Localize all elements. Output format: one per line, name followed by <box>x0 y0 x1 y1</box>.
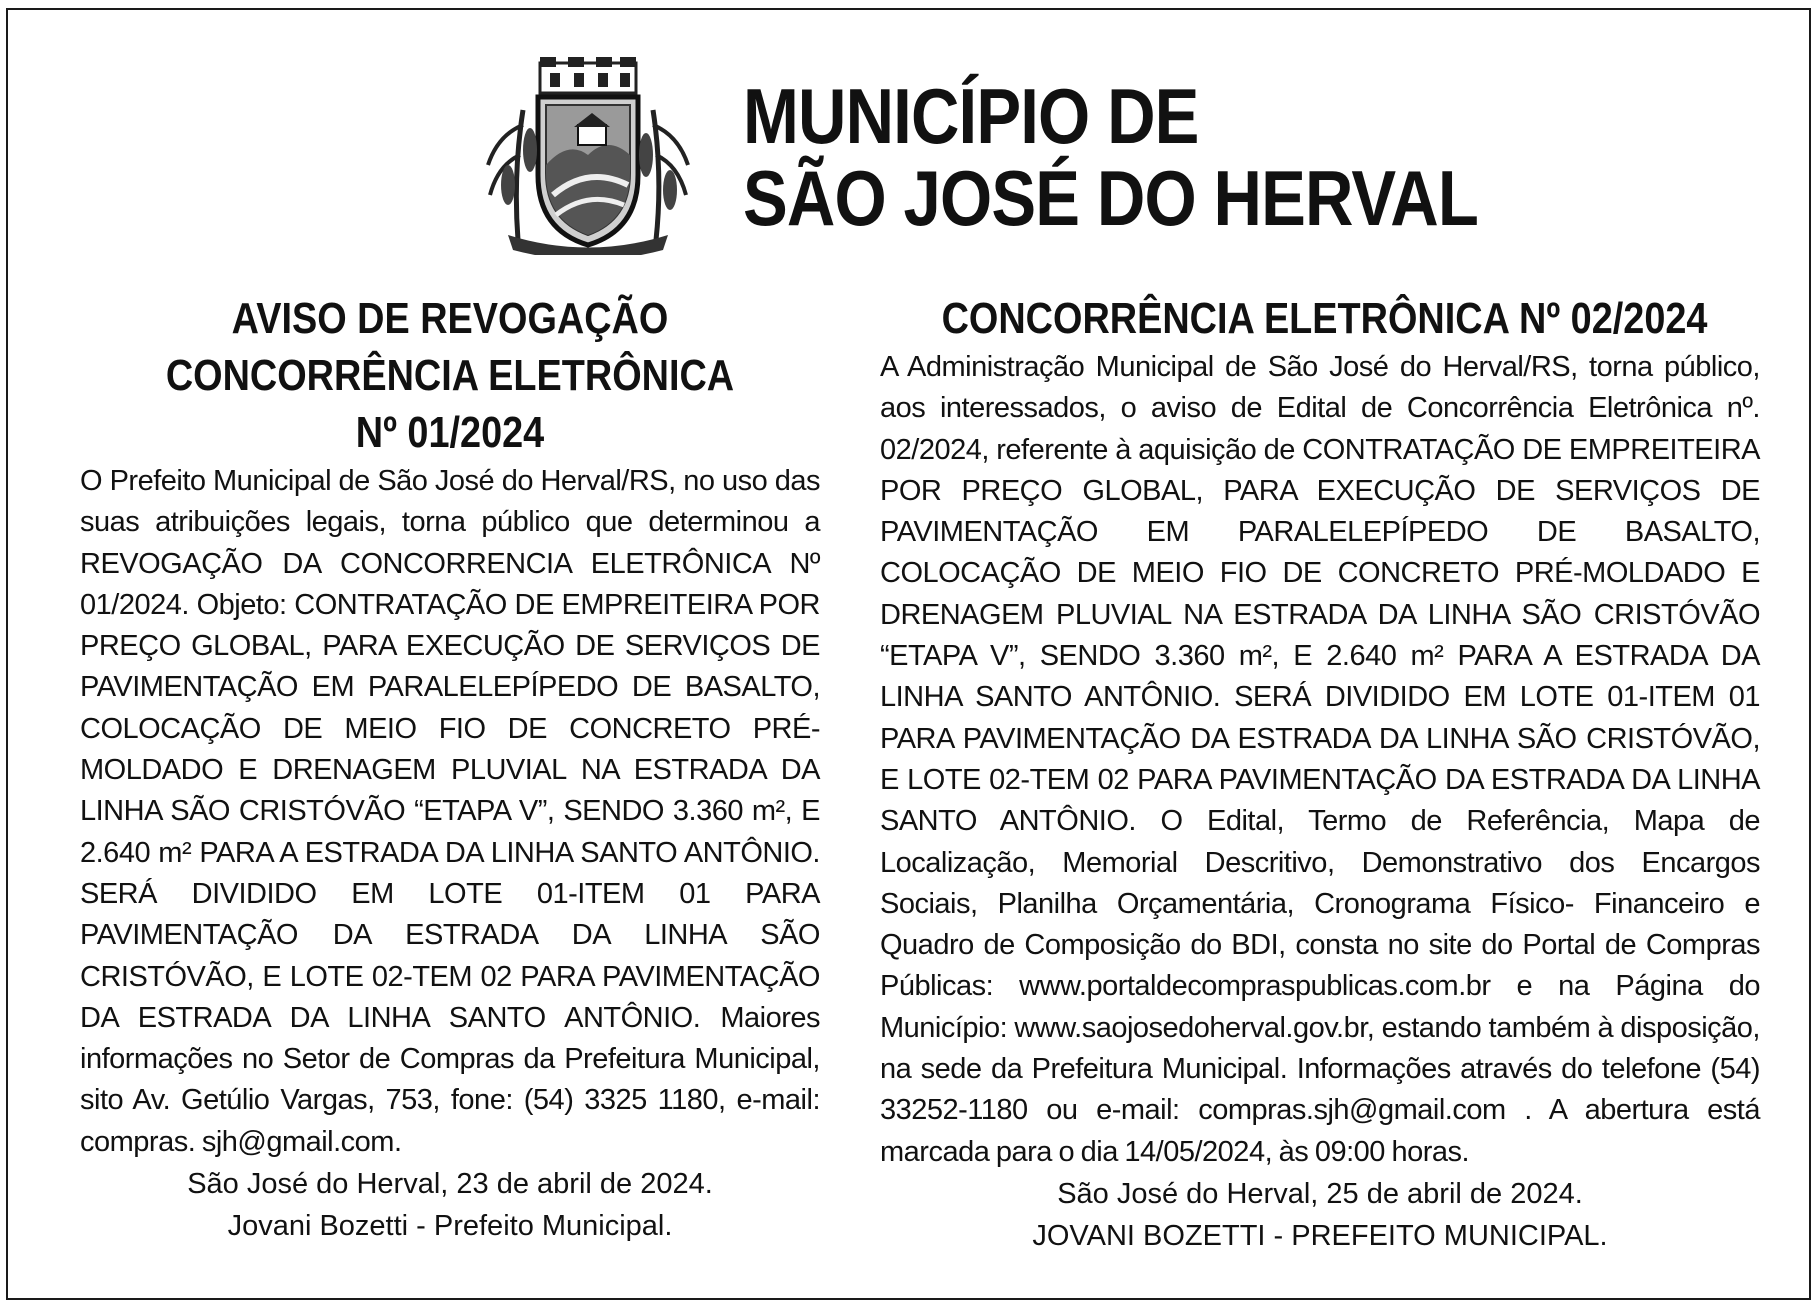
heading-line-3: Nº 01/2024 <box>355 408 545 457</box>
tender-heading: CONCORRÊNCIA ELETRÔNICA Nº 02/2024 <box>941 294 1708 343</box>
revocation-notice <box>80 290 820 1247</box>
revocation-body: O Prefeito Municipal de São José do Herval/RS, no uso das suas atribuições legais, torna público que determinou a REVOGAÇÃO DA CONCORRENCIA ELETRÔNICA Nº 01/2024. Objeto: CONTRATAÇÃO DE EMPREITEIRA POR PREÇO GLOBAL, PARA EXECUÇÃO DE SERVIÇOS DE PAVIMENTAÇÃO EM PARALELEPÍPEDO DE BASALTO, COLOCAÇÃO DE MEIO FIO DE CONCRETO PRÉ-MOLDADO E DRENAGEM PLUVIAL NA ESTRADA DA LINHA SÃO CRISTÓVÃO “ETAPA V”, SENDO 3.360 m², E 2.640 m² PARA A ESTRADA DA LINHA SANTO ANTÔNIO. SERÁ DIVIDIDO EM LOTE 01-ITEM 01 PARA PAVIMENTAÇÃO DA ESTRADA DA LINHA SÃO CRISTÓVÃO, E LOTE 02-TEM 02 PARA PAVIMENTAÇÃO DA ESTRADA DA LINHA SANTO ANTÔNIO. Maiores informações no Setor de Compras da Prefeitura Municipal, sito Av. Getúlio Vargas, 753, fone: (54) 3325 1180, e-mail: compras. sjh@gmail.com. <box>80 465 820 1158</box>
revocation-place-date: São José do Herval, 23 de abril de 2024. <box>187 1168 713 1201</box>
title-line-2: SÃO JOSÉ DO HERVAL <box>743 154 1478 242</box>
title-line-1: MUNICÍPIO DE <box>743 72 1199 160</box>
revocation-signature: Jovani Bozetti - Prefeito Municipal. <box>227 1210 673 1243</box>
tender-notice <box>880 290 1760 1257</box>
revocation-heading <box>132 290 768 461</box>
municipality-title <box>743 72 1478 242</box>
header <box>468 55 1478 255</box>
heading-line-2: CONCORRÊNCIA ELETRÔNICA <box>165 351 735 400</box>
heading-line-1: AVISO DE REVOGAÇÃO <box>231 294 669 343</box>
tender-place-date: São José do Herval, 25 de abril de 2024. <box>1057 1177 1583 1210</box>
tender-body: A Administração Municipal de São José do Herval/RS, torna público, aos interessados, o aviso de Edital de Concorrência Eletrônica nº. 02/2024, referente à aquisição de CONTRATAÇÃO DE EMPREITEIRA POR PREÇO GLOBAL, PARA EXECUÇÃO DE SERVIÇOS DE PAVIMENTAÇÃO EM PARALELEPÍPEDO DE BASALTO, COLOCAÇÃO DE MEIO FIO DE CONCRETO PRÉ-MOLDADO E DRENAGEM PLUVIAL NA ESTRADA DA LINHA SÃO CRISTÓVÃO “ETAPA V”, SENDO 3.360 m², E 2.640 m² PARA A ESTRADA DA LINHA SANTO ANTÔNIO. SERÁ DIVIDIDO EM LOTE 01-ITEM 01 PARA PAVIMENTAÇÃO DA ESTRADA DA LINHA SÃO CRISTÓVÃO, E LOTE 02-TEM 02 PARA PAVIMENTAÇÃO DA ESTRADA DA LINHA SANTO ANTÔNIO. O Edital, Termo de Referência, Mapa de Localização, Memorial Descritivo, Demonstrativo dos Encargos Sociais, Planilha Orçamentária, Cronograma Físico- Financeiro e Quadro de Composição do BDI, consta no site do Portal de Compras Públicas: www.portaldecompraspublicas.com.br e na Página do Município: www.saojosedoherval.gov.br, estando também à disposição, na sede da Prefeitura Municipal. Informações através do telefone (54) 33252-1180 ou e-mail: compras.sjh@gmail.com . A abertura está marcada para o dia 14/05/2024, às 09:00 horas. <box>880 351 1760 1168</box>
notice-frame <box>6 8 1811 1300</box>
tender-signature: JOVANI BOZETTI - PREFEITO MUNICIPAL. <box>1032 1219 1608 1252</box>
municipal-coat-of-arms-icon <box>478 55 698 255</box>
